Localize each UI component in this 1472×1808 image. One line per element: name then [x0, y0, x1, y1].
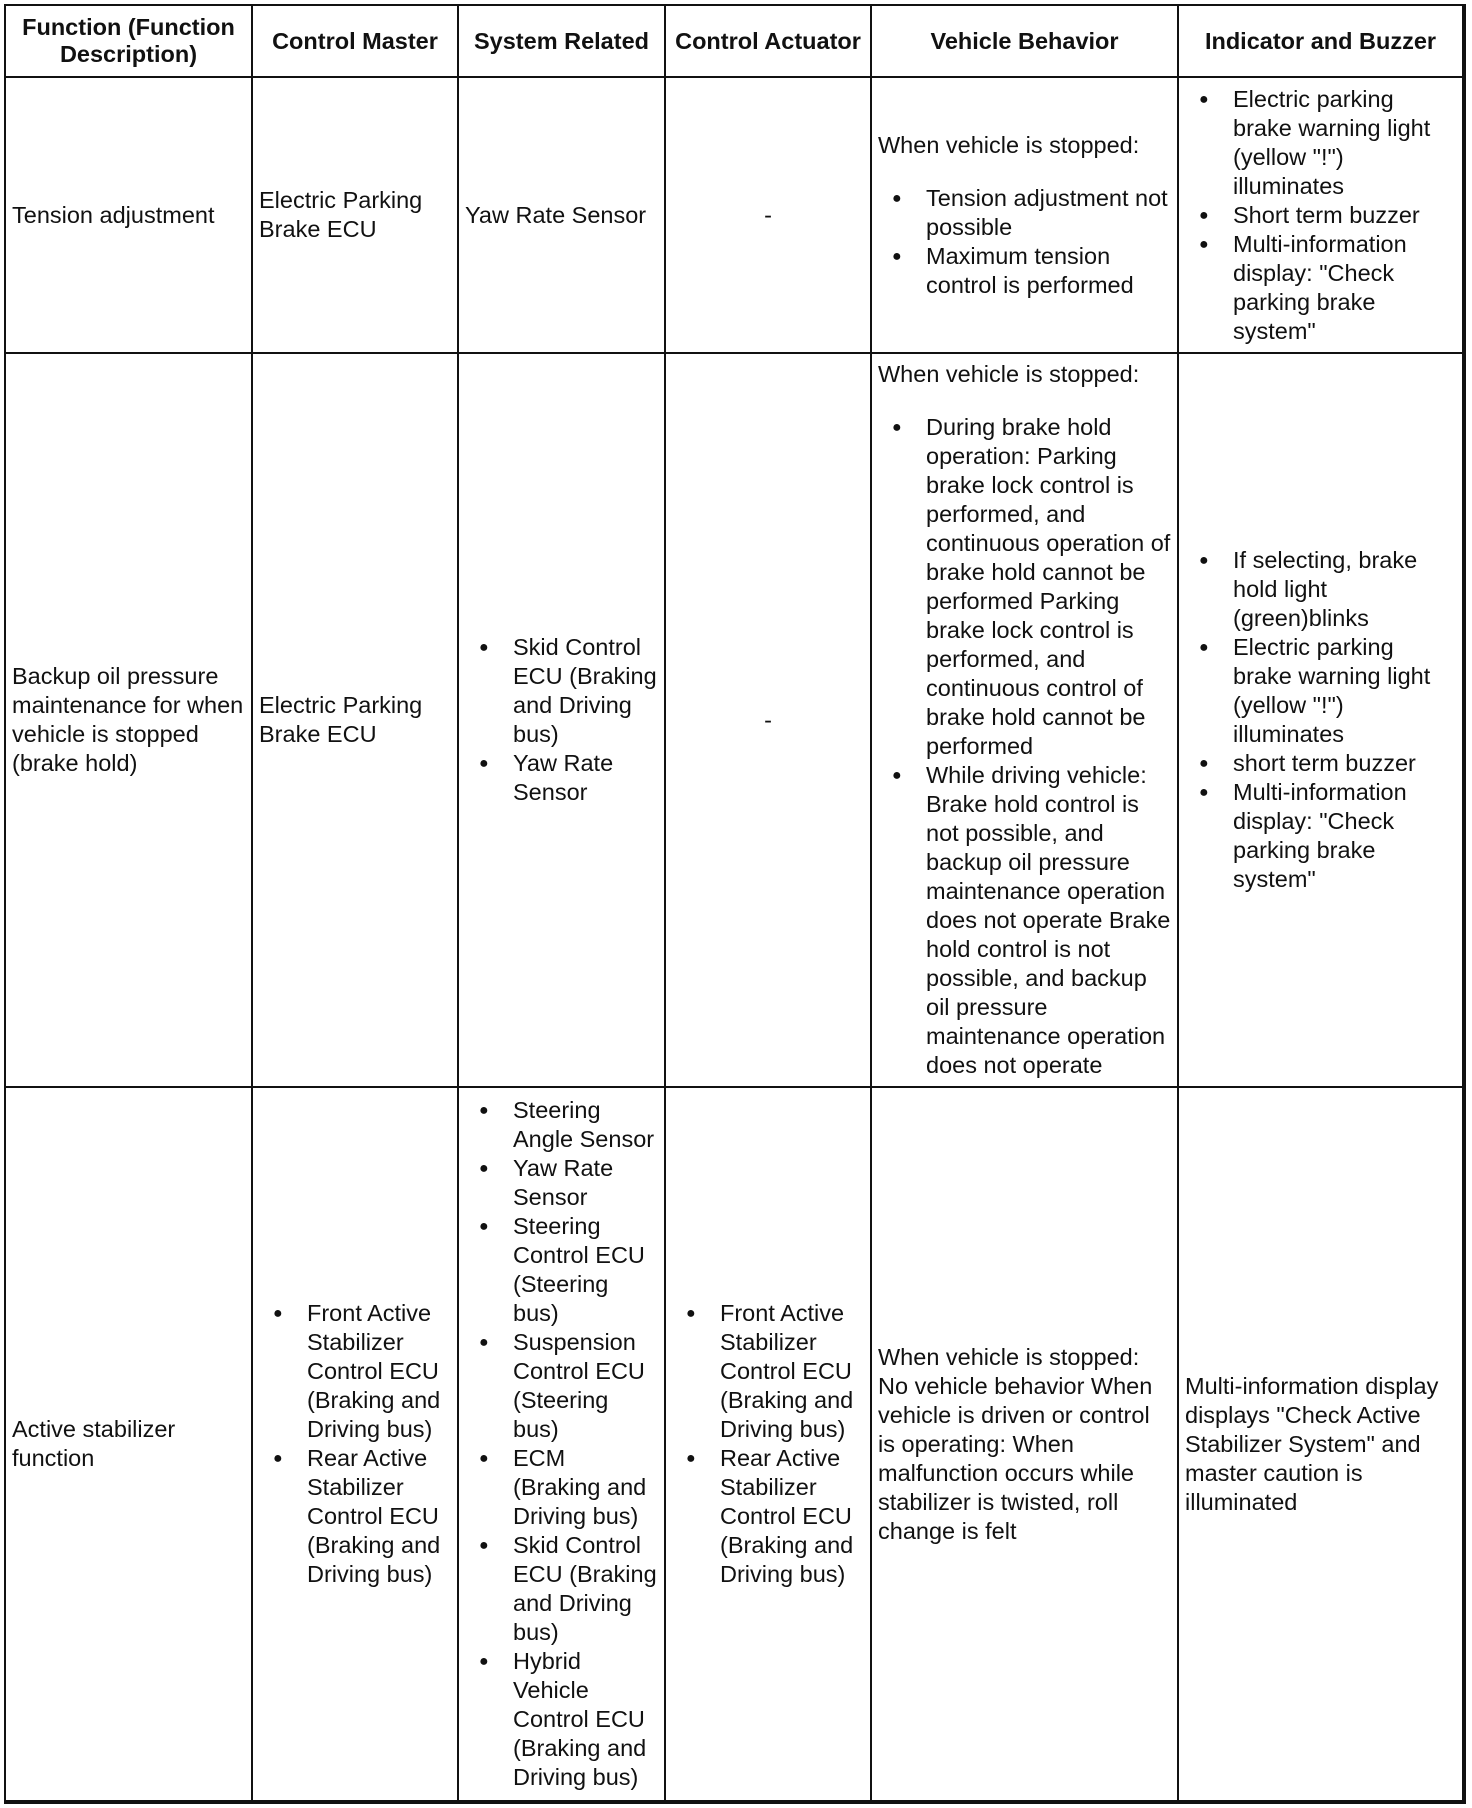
row2-behavior-intro: When vehicle is stopped: [878, 361, 1140, 387]
row2-indicator [1179, 354, 1464, 1088]
list-item: ● Suspension Control ECU (Steering bus) [465, 1328, 658, 1444]
list-item: ● Electric parking brake warning light (yellow "!") illuminates [1185, 633, 1456, 749]
header-system-related: System Related [459, 6, 666, 78]
function-table [6, 6, 1464, 1802]
header-vehicle-behavior: Vehicle Behavior [872, 6, 1179, 78]
row1-system-related: Yaw Rate Sensor [459, 78, 666, 354]
list-item: ● If selecting, brake hold light (green)blinks [1185, 546, 1456, 633]
row3-function: Active stabilizer function [6, 1088, 253, 1802]
row3-control-master [253, 1088, 459, 1802]
list-item: ● Front Active Stabilizer Control ECU (Braking and Driving bus) [259, 1299, 451, 1444]
header-control-master: Control Master [253, 6, 459, 78]
row3-actuator-list [672, 1299, 864, 1589]
row3-master-list [259, 1299, 451, 1589]
row1-function: Tension adjustment [6, 78, 253, 354]
row2-control-master: Electric Parking Brake ECU [253, 354, 459, 1088]
row3-system-related [459, 1088, 666, 1802]
row2-control-actuator: - [666, 354, 872, 1088]
row3-control-actuator [666, 1088, 872, 1802]
list-item: ● Maximum tension control is performed [878, 242, 1171, 300]
row1-indicator [1179, 78, 1464, 354]
header-function: Function (Function Description) [6, 6, 253, 78]
row2-system-related [459, 354, 666, 1088]
list-item: ● Skid Control ECU (Braking and Driving bus) [465, 1531, 658, 1647]
row3-system-list [465, 1096, 658, 1792]
list-item: ● Steering Angle Sensor [465, 1096, 658, 1154]
header-indicator-buzzer: Indicator and Buzzer [1179, 6, 1464, 78]
list-item: ● Multi-information display: "Check parking brake system" [1185, 230, 1456, 346]
list-item: ● While driving vehicle: Brake hold control is not possible, and backup oil pressure maintenance operation does not operate Brake hold control is not possible, and backup oil pressure maintenance operation does not operate [878, 761, 1171, 1080]
row2-function: Backup oil pressure maintenance for when vehicle is stopped (brake hold) [6, 354, 253, 1088]
list-item: ● During brake hold operation: Parking brake lock control is performed, and continuous operation of brake hold cannot be performed Parking brake lock control is performed, and continuous control of brake hold cannot be performed [878, 413, 1171, 761]
row2-behavior-list [878, 413, 1171, 1080]
header-control-actuator: Control Actuator [666, 6, 872, 78]
list-item: ● Skid Control ECU (Braking and Driving bus) [465, 633, 658, 749]
row3-vehicle-behavior: When vehicle is stopped: No vehicle behavior When vehicle is driven or control is operating: When malfunction occurs while stabilizer is twisted, roll change is felt [872, 1088, 1179, 1802]
row2-system-list [465, 633, 658, 807]
list-item: ● Tension adjustment not possible [878, 184, 1171, 242]
list-item: ● Electric parking brake warning light (yellow "!") illuminates [1185, 85, 1456, 201]
list-item: ● Yaw Rate Sensor [465, 749, 658, 807]
list-item: ● Rear Active Stabilizer Control ECU (Braking and Driving bus) [672, 1444, 864, 1589]
row2-indicator-list [1185, 546, 1456, 894]
list-item: ● Rear Active Stabilizer Control ECU (Braking and Driving bus) [259, 1444, 451, 1589]
row1-control-actuator: - [666, 78, 872, 354]
row1-behavior-intro: When vehicle is stopped: [878, 131, 1140, 158]
row1-behavior-list [878, 184, 1171, 300]
row3-indicator: Multi-information display displays "Check Active Stabilizer System" and master caution is illuminated [1179, 1088, 1464, 1802]
list-item: ● Multi-information display: "Check parking brake system" [1185, 778, 1456, 894]
row1-control-master: Electric Parking Brake ECU [253, 78, 459, 354]
row2-vehicle-behavior [872, 354, 1179, 1088]
list-item: ● Front Active Stabilizer Control ECU (Braking and Driving bus) [672, 1299, 864, 1444]
list-item: ● Yaw Rate Sensor [465, 1154, 658, 1212]
list-item: ● Steering Control ECU (Steering bus) [465, 1212, 658, 1328]
row1-indicator-list [1185, 85, 1456, 346]
list-item: ● Hybrid Vehicle Control ECU (Braking and Driving bus) [465, 1647, 658, 1792]
list-item: ● short term buzzer [1185, 749, 1456, 778]
row1-vehicle-behavior [872, 78, 1179, 354]
list-item: ● Short term buzzer [1185, 201, 1456, 230]
list-item: ● ECM (Braking and Driving bus) [465, 1444, 658, 1531]
